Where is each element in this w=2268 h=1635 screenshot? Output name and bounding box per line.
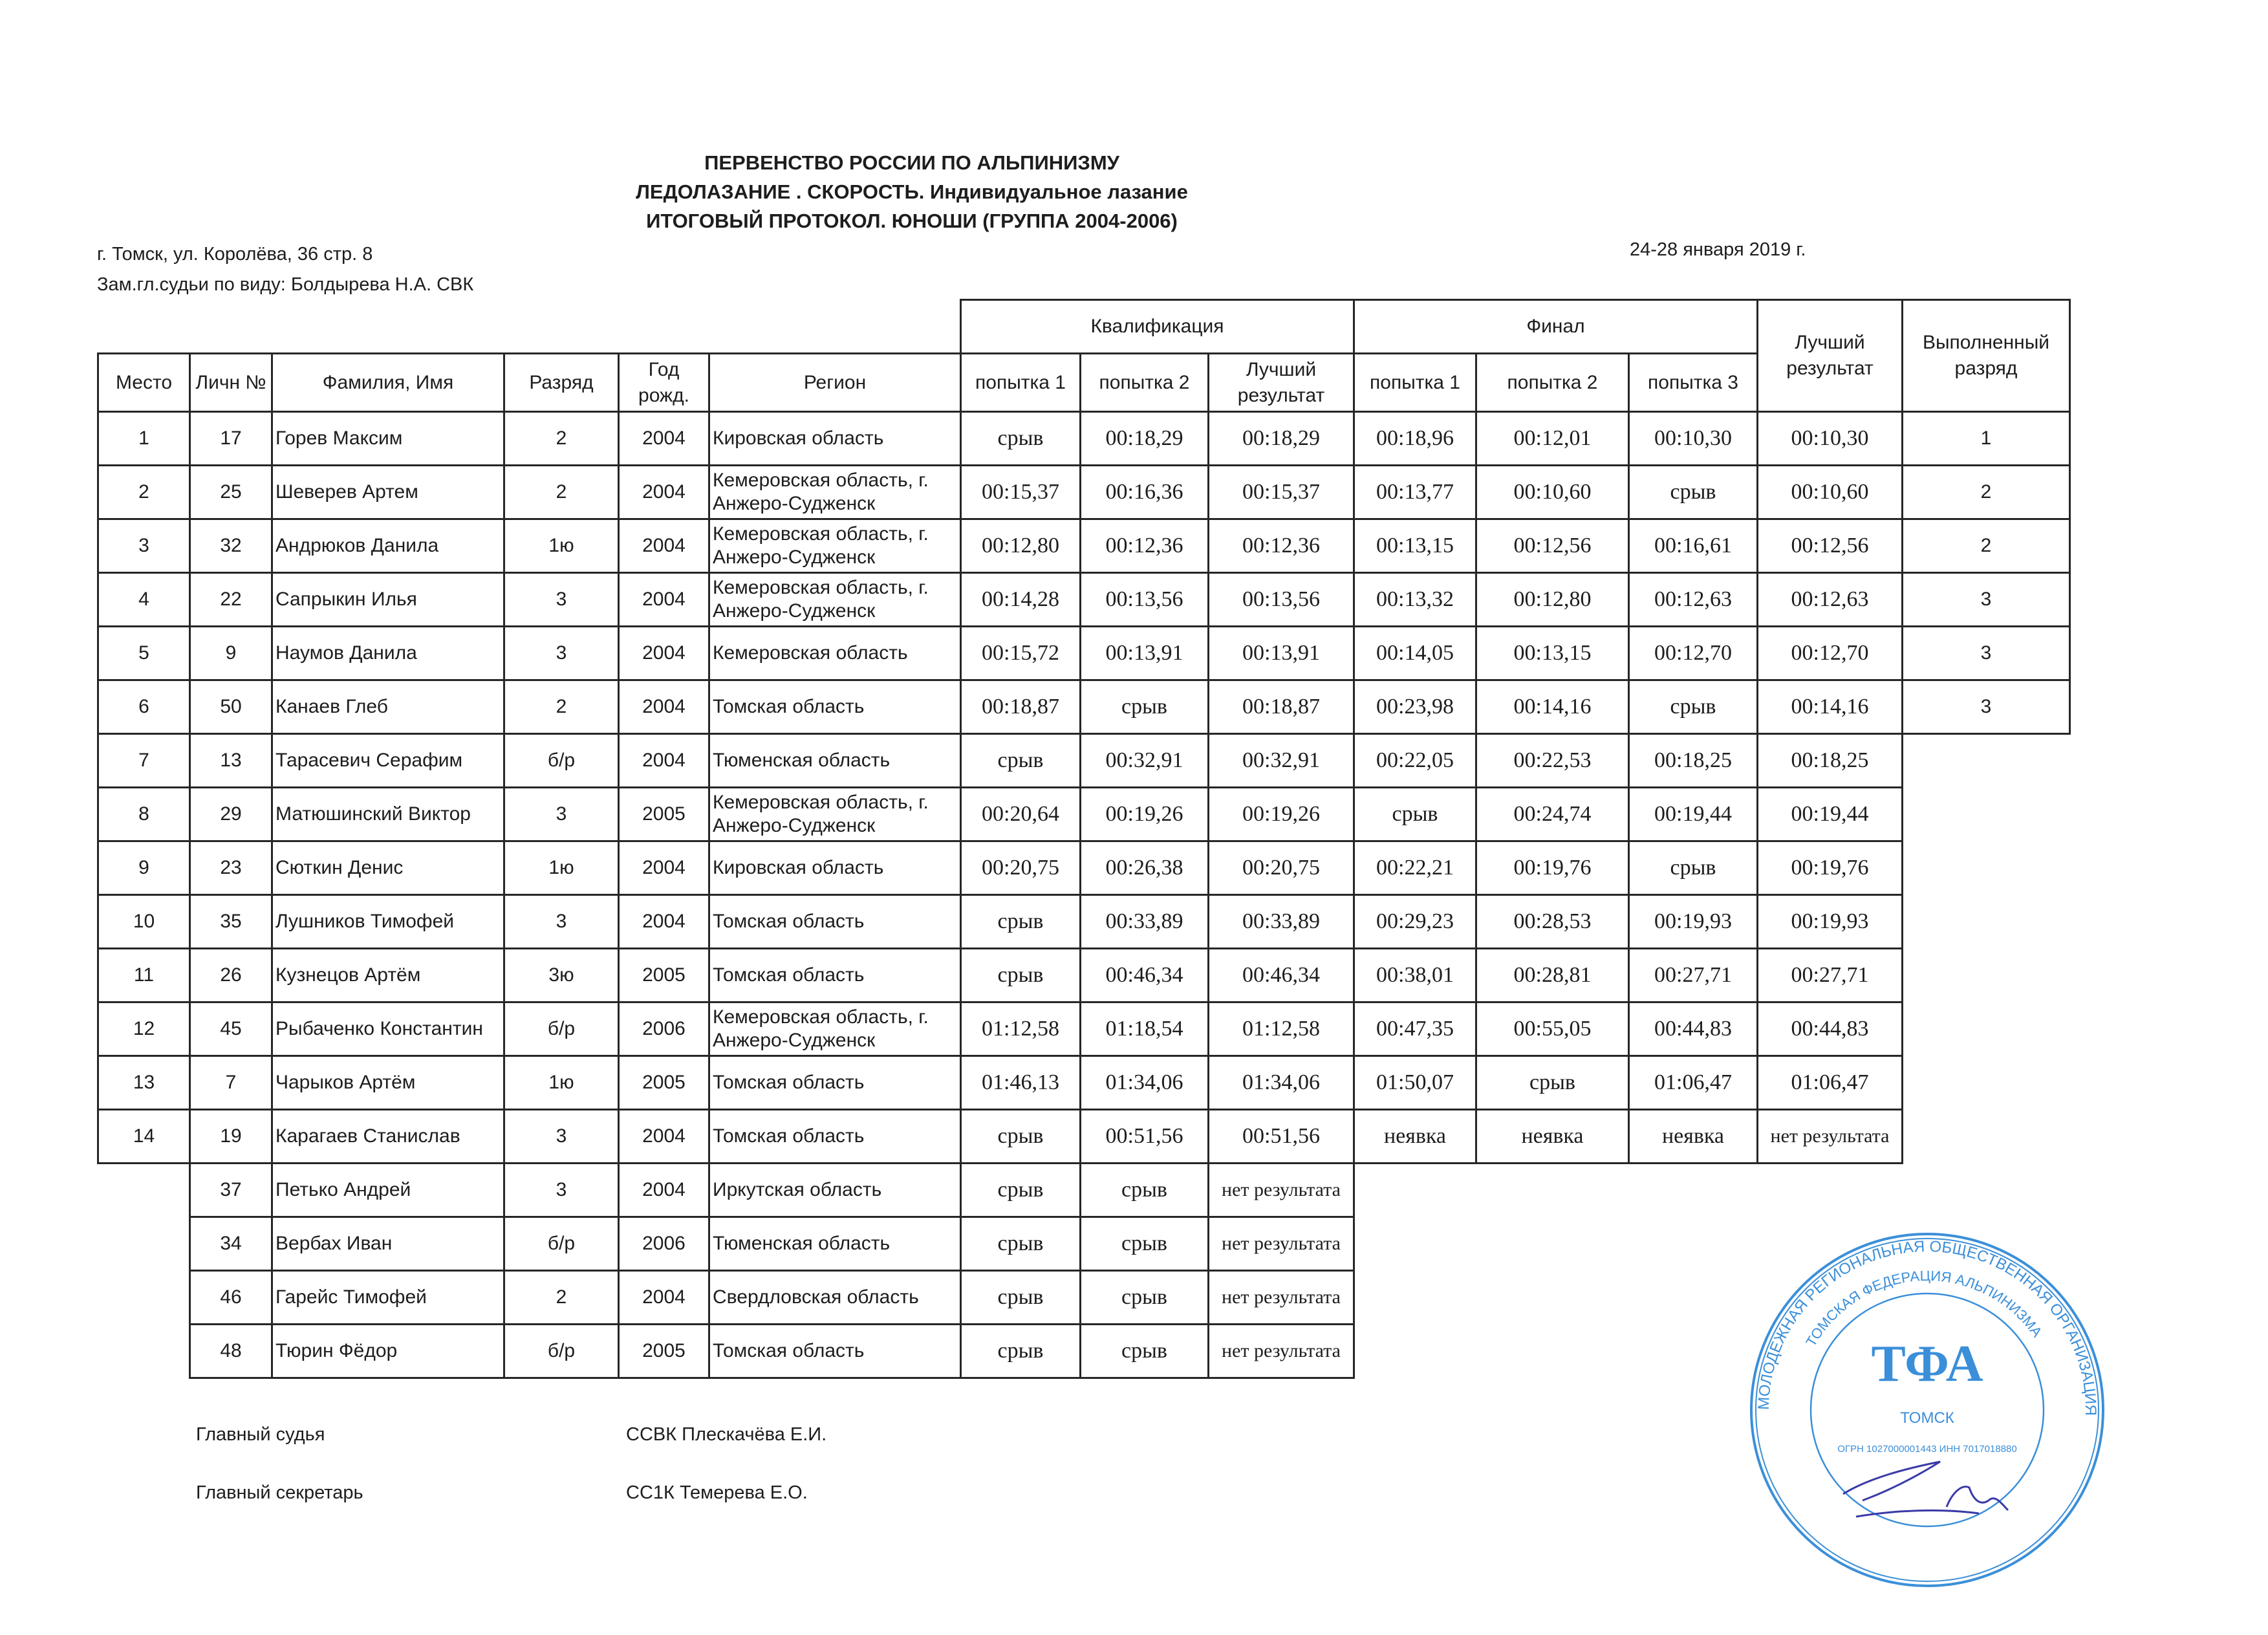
cell-q2: срыв <box>1081 1325 1209 1378</box>
table-row <box>98 1002 2070 1056</box>
cell-rank: 3 <box>504 1110 619 1164</box>
cell-q2: 00:26,38 <box>1081 841 1209 895</box>
cell-best: 01:06,47 <box>1758 1056 1903 1110</box>
cell-f1: 00:23,98 <box>1354 680 1476 734</box>
chief-secretary-label: Главный секретарь <box>196 1482 363 1503</box>
cell-f2: 00:14,16 <box>1476 680 1629 734</box>
cell-region: Томская область <box>709 1056 961 1110</box>
table-row <box>98 627 2070 680</box>
cell-f1: 00:29,23 <box>1354 895 1476 949</box>
cell-f3: 01:06,47 <box>1629 1056 1758 1110</box>
cell-qbest: нет результата <box>1209 1325 1354 1378</box>
title-line-3: ИТОГОВЫЙ ПРОТОКОЛ. ЮНОШИ (ГРУППА 2004-2006) <box>646 210 1178 232</box>
cell-bib: 17 <box>190 412 272 466</box>
cell-bib: 46 <box>190 1271 272 1325</box>
cell-q1: срыв <box>961 1110 1081 1164</box>
cell-q1: 00:20,75 <box>961 841 1081 895</box>
cell-name: Андрюков Данила <box>272 519 504 573</box>
cell-f3: 00:12,70 <box>1629 627 1758 680</box>
cell-f1: 00:47,35 <box>1354 1002 1476 1056</box>
cell-place: 13 <box>98 1056 190 1110</box>
cell-achieved <box>1903 1056 2070 1110</box>
cell-region: Кемеровская область, г. Анжеро-Судженск <box>709 788 961 841</box>
table-row <box>98 1110 2070 1164</box>
cell-f1: 00:14,05 <box>1354 627 1476 680</box>
cell-q2: 00:18,29 <box>1081 412 1209 466</box>
cell-bib: 26 <box>190 949 272 1002</box>
cell-achieved: 3 <box>1903 573 2070 627</box>
cell-name: Сюткин Денис <box>272 841 504 895</box>
cell-place: 2 <box>98 466 190 519</box>
cell-achieved: 2 <box>1903 466 2070 519</box>
cell-f3: срыв <box>1629 680 1758 734</box>
header-region: Регион <box>709 354 961 412</box>
cell-bib: 48 <box>190 1325 272 1378</box>
cell-f3: 00:12,63 <box>1629 573 1758 627</box>
cell-bib: 50 <box>190 680 272 734</box>
cell-bib: 32 <box>190 519 272 573</box>
table-row <box>98 734 2070 788</box>
cell-region: Тюменская область <box>709 1217 961 1271</box>
cell-best: 00:19,93 <box>1758 895 1903 949</box>
cell-achieved <box>1903 949 2070 1002</box>
title-line-2: ЛЕДОЛАЗАНИЕ . СКОРОСТЬ. Индивидуальное лазание <box>636 180 1188 203</box>
table-row <box>98 895 2070 949</box>
cell-f2: 00:12,80 <box>1476 573 1629 627</box>
cell-name: Карагаев Станислав <box>272 1110 504 1164</box>
cell-best: 00:12,70 <box>1758 627 1903 680</box>
cell-achieved <box>1903 841 2070 895</box>
cell-f2: 00:28,53 <box>1476 895 1629 949</box>
cell-year: 2006 <box>619 1217 709 1271</box>
cell-region: Свердловская область <box>709 1271 961 1325</box>
cell-region: Кемеровская область, г. Анжеро-Судженск <box>709 1002 961 1056</box>
cell-qbest: 00:19,26 <box>1209 788 1354 841</box>
cell-f2: 00:22,53 <box>1476 734 1629 788</box>
stamp-inner-text: ТОМСКАЯ ФЕДЕРАЦИЯ АЛЬПИНИЗМА <box>1802 1267 2046 1350</box>
cell-f3: 00:19,93 <box>1629 895 1758 949</box>
cell-q1: 00:18,87 <box>961 680 1081 734</box>
cell-rank: 3ю <box>504 949 619 1002</box>
cell-q2: срыв <box>1081 1217 1209 1271</box>
cell-name: Тарасевич Серафим <box>272 734 504 788</box>
cell-place: 7 <box>98 734 190 788</box>
cell-best: 00:12,56 <box>1758 519 1903 573</box>
cell-year: 2006 <box>619 1002 709 1056</box>
header-f-attempt-1: попытка 1 <box>1354 354 1476 412</box>
table-row <box>98 1056 2070 1110</box>
cell-f3: 00:44,83 <box>1629 1002 1758 1056</box>
cell-rank: 2 <box>504 1271 619 1325</box>
cell-f1: 00:22,05 <box>1354 734 1476 788</box>
cell-year: 2004 <box>619 1110 709 1164</box>
table-row <box>98 412 2070 466</box>
cell-achieved <box>1903 1110 2070 1164</box>
cell-place: 10 <box>98 895 190 949</box>
results-table <box>97 299 2071 1379</box>
cell-bib: 37 <box>190 1164 272 1217</box>
blank-place-cell <box>98 1271 190 1325</box>
cell-place: 14 <box>98 1110 190 1164</box>
cell-year: 2005 <box>619 1325 709 1378</box>
table-row <box>98 573 2070 627</box>
cell-qbest: 00:18,29 <box>1209 412 1354 466</box>
cell-bib: 25 <box>190 466 272 519</box>
deputy-judge: Зам.гл.судьи по виду: Болдырева Н.А. СВК <box>97 274 474 295</box>
blank-place-cell <box>98 1325 190 1378</box>
header-birth-year: Год рожд. <box>619 354 709 412</box>
cell-f3: 00:16,61 <box>1629 519 1758 573</box>
cell-rank: 3 <box>504 573 619 627</box>
cell-qbest: нет результата <box>1209 1164 1354 1217</box>
cell-year: 2004 <box>619 1164 709 1217</box>
cell-year: 2004 <box>619 895 709 949</box>
cell-q1: срыв <box>961 1217 1081 1271</box>
cell-region: Кемеровская область <box>709 627 961 680</box>
cell-name: Наумов Данила <box>272 627 504 680</box>
cell-region: Кемеровская область, г. Анжеро-Судженск <box>709 573 961 627</box>
cell-bib: 23 <box>190 841 272 895</box>
cell-f2: срыв <box>1476 1056 1629 1110</box>
cell-rank: 2 <box>504 412 619 466</box>
header-q-attempt-1: попытка 1 <box>961 354 1081 412</box>
cell-q1: срыв <box>961 1271 1081 1325</box>
cell-year: 2004 <box>619 466 709 519</box>
cell-f1: 00:13,32 <box>1354 573 1476 627</box>
handwritten-signatures <box>1843 1462 2008 1517</box>
cell-f2: 00:28,81 <box>1476 949 1629 1002</box>
cell-name: Матюшинский Виктор <box>272 788 504 841</box>
table-row <box>98 949 2070 1002</box>
cell-f1: 00:18,96 <box>1354 412 1476 466</box>
blank-final-cells <box>1354 1164 2070 1217</box>
cell-place: 1 <box>98 412 190 466</box>
cell-qbest: 00:12,36 <box>1209 519 1354 573</box>
cell-q1: 01:46,13 <box>961 1056 1081 1110</box>
cell-place: 11 <box>98 949 190 1002</box>
cell-f3: 00:10,30 <box>1629 412 1758 466</box>
cell-best: 00:44,83 <box>1758 1002 1903 1056</box>
cell-region: Иркутская область <box>709 1164 961 1217</box>
cell-rank: б/р <box>504 1325 619 1378</box>
cell-q1: срыв <box>961 412 1081 466</box>
cell-bib: 22 <box>190 573 272 627</box>
cell-best: 00:18,25 <box>1758 734 1903 788</box>
cell-bib: 34 <box>190 1217 272 1271</box>
cell-rank: б/р <box>504 734 619 788</box>
cell-q2: 00:13,91 <box>1081 627 1209 680</box>
cell-bib: 9 <box>190 627 272 680</box>
cell-year: 2004 <box>619 412 709 466</box>
header-name: Фамилия, Имя <box>272 354 504 412</box>
cell-name: Канаев Глеб <box>272 680 504 734</box>
cell-f1: 01:50,07 <box>1354 1056 1476 1110</box>
cell-place: 12 <box>98 1002 190 1056</box>
venue-address: г. Томск, ул. Королёва, 36 стр. 8 <box>97 244 373 265</box>
cell-name: Горев Максим <box>272 412 504 466</box>
cell-q2: 00:12,36 <box>1081 519 1209 573</box>
cell-q2: срыв <box>1081 1164 1209 1217</box>
cell-qbest: 00:33,89 <box>1209 895 1354 949</box>
cell-rank: 2 <box>504 466 619 519</box>
cell-name: Гарейс Тимофей <box>272 1271 504 1325</box>
cell-q1: 00:14,28 <box>961 573 1081 627</box>
stamp-logo: ТФА <box>1871 1336 1983 1392</box>
cell-f3: 00:19,44 <box>1629 788 1758 841</box>
header-rank: Разряд <box>504 354 619 412</box>
cell-f1: 00:38,01 <box>1354 949 1476 1002</box>
cell-achieved: 2 <box>1903 519 2070 573</box>
cell-rank: б/р <box>504 1217 619 1271</box>
cell-q1: срыв <box>961 1164 1081 1217</box>
header-bib: Личн № <box>190 354 272 412</box>
blank-place-cell <box>98 1217 190 1271</box>
cell-name: Рыбаченко Константин <box>272 1002 504 1056</box>
cell-f2: 00:24,74 <box>1476 788 1629 841</box>
chief-judge-label: Главный судья <box>196 1424 325 1445</box>
cell-q2: 00:33,89 <box>1081 895 1209 949</box>
cell-place: 6 <box>98 680 190 734</box>
placed-rows <box>98 412 2070 1164</box>
cell-rank: 1ю <box>504 841 619 895</box>
cell-f1: 00:13,77 <box>1354 466 1476 519</box>
cell-best: 00:19,76 <box>1758 841 1903 895</box>
cell-achieved <box>1903 1002 2070 1056</box>
cell-rank: 3 <box>504 895 619 949</box>
cell-best: 00:27,71 <box>1758 949 1903 1002</box>
cell-year: 2004 <box>619 734 709 788</box>
organization-stamp <box>1746 1229 2108 1591</box>
cell-region: Томская область <box>709 1110 961 1164</box>
cell-region: Томская область <box>709 895 961 949</box>
cell-qbest: 00:20,75 <box>1209 841 1354 895</box>
cell-rank: 3 <box>504 1164 619 1217</box>
cell-year: 2004 <box>619 519 709 573</box>
cell-q2: 00:46,34 <box>1081 949 1209 1002</box>
cell-f2: 00:19,76 <box>1476 841 1629 895</box>
cell-q1: 00:20,64 <box>961 788 1081 841</box>
cell-region: Кировская область <box>709 841 961 895</box>
cell-qbest: 00:51,56 <box>1209 1110 1354 1164</box>
cell-f2: 00:12,01 <box>1476 412 1629 466</box>
header-qualification: Квалификация <box>961 300 1354 354</box>
cell-bib: 13 <box>190 734 272 788</box>
cell-achieved: 1 <box>1903 412 2070 466</box>
table-row <box>98 680 2070 734</box>
cell-best: 00:12,63 <box>1758 573 1903 627</box>
cell-f2: 00:55,05 <box>1476 1002 1629 1056</box>
cell-f3: 00:27,71 <box>1629 949 1758 1002</box>
cell-qbest: 01:34,06 <box>1209 1056 1354 1110</box>
cell-rank: 3 <box>504 627 619 680</box>
cell-region: Тюменская область <box>709 734 961 788</box>
cell-year: 2005 <box>619 1056 709 1110</box>
cell-qbest: нет результата <box>1209 1271 1354 1325</box>
cell-q2: срыв <box>1081 680 1209 734</box>
cell-year: 2004 <box>619 627 709 680</box>
cell-achieved: 3 <box>1903 627 2070 680</box>
cell-q1: 00:12,80 <box>961 519 1081 573</box>
cell-q1: срыв <box>961 1325 1081 1378</box>
stamp-codes: ОГРН 1027000001443 ИНН 7017018880 <box>1837 1444 2017 1455</box>
cell-rank: б/р <box>504 1002 619 1056</box>
cell-q2: 01:18,54 <box>1081 1002 1209 1056</box>
cell-qbest: 00:18,87 <box>1209 680 1354 734</box>
cell-f1: неявка <box>1354 1110 1476 1164</box>
cell-qbest: 00:13,56 <box>1209 573 1354 627</box>
event-dates: 24-28 января 2019 г. <box>1630 239 1806 260</box>
cell-f2: 00:13,15 <box>1476 627 1629 680</box>
header-final: Финал <box>1354 300 1758 354</box>
cell-name: Шеверев Артем <box>272 466 504 519</box>
cell-f1: 00:13,15 <box>1354 519 1476 573</box>
cell-rank: 2 <box>504 680 619 734</box>
cell-qbest: 00:32,91 <box>1209 734 1354 788</box>
cell-f2: 00:10,60 <box>1476 466 1629 519</box>
cell-q1: срыв <box>961 895 1081 949</box>
table-row <box>98 841 2070 895</box>
cell-f1: 00:22,21 <box>1354 841 1476 895</box>
cell-best: 00:10,30 <box>1758 412 1903 466</box>
cell-region: Томская область <box>709 680 961 734</box>
header-f-attempt-2: попытка 2 <box>1476 354 1629 412</box>
cell-qbest: 01:12,58 <box>1209 1002 1354 1056</box>
cell-achieved <box>1903 788 2070 841</box>
cell-bib: 29 <box>190 788 272 841</box>
cell-name: Кузнецов Артём <box>272 949 504 1002</box>
cell-q2: 00:16,36 <box>1081 466 1209 519</box>
cell-f2: неявка <box>1476 1110 1629 1164</box>
cell-name: Вербах Иван <box>272 1217 504 1271</box>
cell-year: 2004 <box>619 1271 709 1325</box>
stamp-city: ТОМСК <box>1900 1409 1954 1427</box>
header-f-attempt-3: попытка 3 <box>1629 354 1758 412</box>
cell-bib: 35 <box>190 895 272 949</box>
table-row <box>98 788 2070 841</box>
cell-bib: 19 <box>190 1110 272 1164</box>
cell-best: 00:10,60 <box>1758 466 1903 519</box>
cell-region: Кемеровская область, г. Анжеро-Судженск <box>709 519 961 573</box>
cell-place: 5 <box>98 627 190 680</box>
cell-rank: 3 <box>504 788 619 841</box>
cell-q2: 00:51,56 <box>1081 1110 1209 1164</box>
cell-achieved: 3 <box>1903 680 2070 734</box>
cell-region: Томская область <box>709 1325 961 1378</box>
cell-name: Петько Андрей <box>272 1164 504 1217</box>
header-best-result: Лучший результат <box>1758 300 1903 412</box>
header-achieved-rank: Выполненный разряд <box>1903 300 2070 412</box>
cell-q1: 01:12,58 <box>961 1002 1081 1056</box>
cell-rank: 1ю <box>504 519 619 573</box>
cell-bib: 45 <box>190 1002 272 1056</box>
cell-f3: срыв <box>1629 841 1758 895</box>
header-place: Место <box>98 354 190 412</box>
blank-place-cell <box>98 1164 190 1217</box>
blank-cell <box>98 300 961 354</box>
cell-name: Чарыков Артём <box>272 1056 504 1110</box>
cell-region: Кировская область <box>709 412 961 466</box>
cell-name: Лушников Тимофей <box>272 895 504 949</box>
cell-best: нет результата <box>1758 1110 1903 1164</box>
cell-f3: срыв <box>1629 466 1758 519</box>
cell-q2: срыв <box>1081 1271 1209 1325</box>
cell-name: Тюрин Фёдор <box>272 1325 504 1378</box>
cell-qbest: 00:15,37 <box>1209 466 1354 519</box>
cell-q1: срыв <box>961 949 1081 1002</box>
cell-achieved <box>1903 895 2070 949</box>
cell-f1: срыв <box>1354 788 1476 841</box>
title-line-1: ПЕРВЕНСТВО РОССИИ ПО АЛЬПИНИЗМУ <box>704 151 1119 174</box>
cell-q2: 00:32,91 <box>1081 734 1209 788</box>
header-q-attempt-2: попытка 2 <box>1081 354 1209 412</box>
cell-rank: 1ю <box>504 1056 619 1110</box>
cell-q1: срыв <box>961 734 1081 788</box>
cell-q1: 00:15,72 <box>961 627 1081 680</box>
cell-place: 4 <box>98 573 190 627</box>
chief-secretary-name: СС1К Темерева Е.О. <box>626 1482 808 1503</box>
cell-region: Кемеровская область, г. Анжеро-Судженск <box>709 466 961 519</box>
group-header-row <box>98 300 2070 354</box>
cell-place: 8 <box>98 788 190 841</box>
cell-year: 2004 <box>619 573 709 627</box>
cell-qbest: нет результата <box>1209 1217 1354 1271</box>
cell-year: 2005 <box>619 949 709 1002</box>
cell-achieved <box>1903 734 2070 788</box>
cell-region: Томская область <box>709 949 961 1002</box>
cell-f3: 00:18,25 <box>1629 734 1758 788</box>
cell-q2: 00:19,26 <box>1081 788 1209 841</box>
cell-qbest: 00:13,91 <box>1209 627 1354 680</box>
cell-q2: 00:13,56 <box>1081 573 1209 627</box>
cell-f3: неявка <box>1629 1110 1758 1164</box>
table-row <box>98 519 2070 573</box>
cell-place: 3 <box>98 519 190 573</box>
cell-best: 00:14,16 <box>1758 680 1903 734</box>
cell-year: 2004 <box>619 680 709 734</box>
cell-bib: 7 <box>190 1056 272 1110</box>
stamp-outer-text: МОЛОДЕЖНАЯ РЕГИОНАЛЬНАЯ ОБЩЕСТВЕННАЯ ОРГАНИЗАЦИЯ <box>1755 1237 2100 1416</box>
cell-name: Сапрыкин Илья <box>272 573 504 627</box>
cell-q2: 01:34,06 <box>1081 1056 1209 1110</box>
cell-q1: 00:15,37 <box>961 466 1081 519</box>
cell-best: 00:19,44 <box>1758 788 1903 841</box>
cell-qbest: 00:46,34 <box>1209 949 1354 1002</box>
cell-year: 2005 <box>619 788 709 841</box>
cell-year: 2004 <box>619 841 709 895</box>
cell-place: 9 <box>98 841 190 895</box>
table-row <box>98 466 2070 519</box>
chief-judge-name: ССВК Плескачёва Е.И. <box>626 1424 827 1445</box>
cell-f2: 00:12,56 <box>1476 519 1629 573</box>
unplaced-row <box>98 1164 2070 1217</box>
header-q-best: Лучший результат <box>1209 354 1354 412</box>
